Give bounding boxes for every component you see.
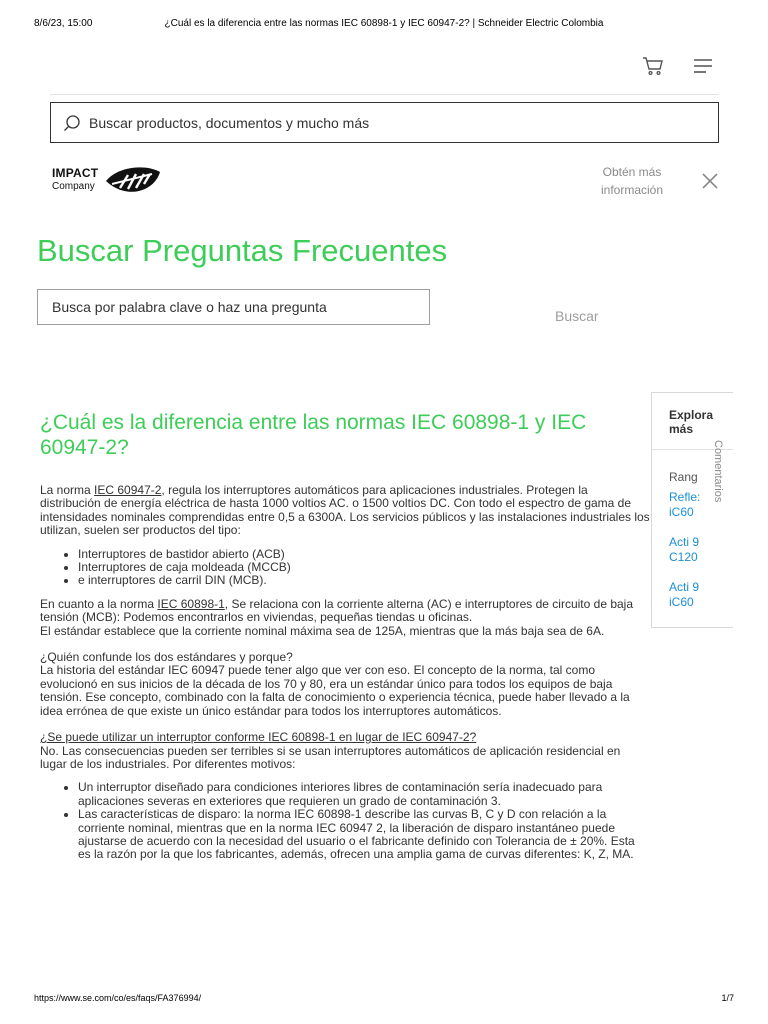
- iec-60898-1-link[interactable]: IEC 60898-1: [157, 596, 225, 611]
- explore-item-3[interactable]: [669, 580, 699, 610]
- header-divider: [50, 94, 719, 95]
- print-header: [0, 18, 768, 34]
- site-search-bar[interactable]: [50, 102, 719, 143]
- explore-range-label: Rang: [669, 470, 698, 484]
- print-date: 8/6/23, 15:00: [34, 18, 93, 29]
- article-paragraph-2: [40, 598, 650, 625]
- explore-item-line: iC60: [669, 505, 694, 519]
- text-span: , Se relaciona con la corriente alterna (AC) e interruptores de circuito de baja tensión (MCB): Podemos encontrarlos en viviendas, pequeñas tiendas u oficinas.: [40, 596, 634, 625]
- explore-item-line: Acti 9: [669, 535, 700, 549]
- list-item: • Interruptores de bastidor abierto (ACB): [78, 548, 650, 561]
- explore-item-line: Acti 9: [669, 580, 700, 594]
- search-icon: [63, 114, 81, 132]
- explore-item-line: Refle:: [669, 490, 701, 504]
- site-search-input[interactable]: [89, 115, 669, 131]
- article-paragraph-1: [40, 484, 650, 538]
- faq-search-box[interactable]: [37, 289, 430, 325]
- print-footer: [0, 993, 768, 1007]
- list-item: • Interruptores de caja moldeada (MCCB): [78, 561, 650, 574]
- explore-title: Explora más: [669, 408, 714, 436]
- more-info-link[interactable]: Obtén más información: [600, 165, 664, 197]
- impact-logo-title: IMPACT: [52, 166, 99, 180]
- comments-tab-label: Comentarios: [712, 440, 724, 503]
- breaker-types-list: [40, 548, 650, 588]
- text-span: La norma: [40, 483, 95, 497]
- explore-item-1[interactable]: [669, 490, 700, 520]
- article-question-3: [40, 731, 650, 744]
- cart-icon[interactable]: [642, 56, 664, 76]
- leaf-logo-icon: [102, 162, 162, 200]
- comments-tab[interactable]: [708, 440, 726, 520]
- explore-item-line: C120: [669, 550, 698, 564]
- close-icon[interactable]: [701, 172, 719, 190]
- faq-heading: Buscar Preguntas Frecuentes: [37, 233, 448, 268]
- reasons-list: [40, 781, 650, 861]
- article-title: ¿Cuál es la diferencia entre las normas IEC 60898-1 y IEC 60947-2?: [40, 411, 587, 459]
- article-paragraph-2b: El estándar establece que la corriente nominal máxima sea de 125A, mientras que la más baja sea de 6A.: [40, 623, 605, 638]
- print-url: https://www.se.com/co/es/faqs/FA376994/: [34, 993, 202, 1003]
- list-item: • e interruptores de carril DIN (MCB).: [78, 574, 650, 587]
- list-item: • Las características de disparo: la norma IEC 60898-1 describe las curvas B, C y D con relación a la corriente nominal, mientras que en la norma IEC 60947 2, la liberación de disparo instantáneo puede ajustarse de acuerdo con la necesidad del usuario o el fabricante definido con Tolerancia de ± 20%. Esta es la razón por la que los fabricantes, además, ofrecen una amplia gama de curvas diferentes: K, Z, MA.: [78, 808, 650, 862]
- header-actions: [642, 56, 714, 76]
- hamburger-menu-icon[interactable]: [692, 56, 714, 76]
- explore-item-line: iC60: [669, 595, 694, 609]
- text-span: , regula los interruptores automáticos para aplicaciones industriales. Protegen la distribución de energía eléctrica de hasta 1000 voltios AC. o 1500 voltios DC. Con todo el espectro de gama de intensidades nominales comprendidas entre 0,5 a 6300A. Los servicios públicos y las instalaciones industriales los utilizan, suelen ser productos del tipo:: [40, 483, 650, 538]
- article-paragraph-4: No. Las consecuencias pueden ser terribles si se usan interruptores automáticos de aplicación residencial en lugar de los industriales. Por diferentes motivos:: [40, 743, 621, 771]
- list-item: • Un interruptor diseñado para condiciones interiores libres de contaminación sería inadecuado para aplicaciones severas en exteriores que requieren un grado de contaminación 3.: [78, 781, 650, 808]
- explore-item-2[interactable]: [669, 535, 699, 565]
- print-page-number: 1/7: [721, 993, 734, 1003]
- text-span: En cuanto a la norma: [40, 596, 158, 611]
- impact-logo-subtitle: Company: [52, 181, 95, 192]
- article-paragraph-3: La historia del estándar IEC 60947 puede tener algo que ver con eso. El concepto de la norma, tal como evolucionó en sus inicios de la década de los 70 y 80, era un estándar único para todos los equipos de baja tensión. Ese concepto, combinado con la falta de conocimiento o experiencia técnica, puede haber llevado a la idea errónea de que existe un único estándar para todos los interruptores automáticos.: [40, 663, 630, 718]
- iec-60947-2-link[interactable]: IEC 60947-2: [94, 483, 162, 497]
- article-body: [40, 484, 650, 872]
- article-question-2: ¿Quién confunde los dos estándares y porque?: [40, 650, 293, 665]
- faq-search-input[interactable]: [52, 299, 415, 315]
- faq-search-button[interactable]: Buscar: [555, 308, 599, 324]
- question-3-link[interactable]: ¿Se puede utilizar un interruptor conforme IEC 60898-1 en lugar de IEC 60947-2?: [40, 730, 477, 745]
- print-page-title: ¿Cuál es la diferencia entre las normas IEC 60898-1 y IEC 60947-2? | Schneider Electric Colombia: [164, 18, 604, 29]
